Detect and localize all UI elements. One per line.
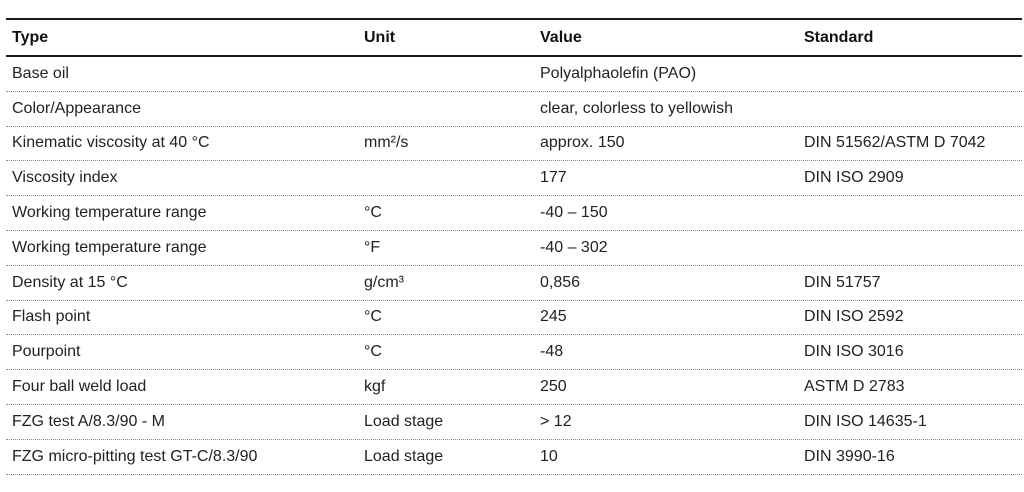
table-body (6, 57, 1022, 475)
header-value: Value (540, 28, 582, 46)
cell-standard: DIN ISO 2909 (804, 169, 904, 187)
header-type: Type (12, 28, 49, 46)
table-header (6, 20, 1022, 57)
table-row (6, 57, 1022, 92)
cell-standard: DIN ISO 14635-1 (804, 412, 927, 430)
cell-type: Pourpoint (12, 343, 81, 361)
cell-type: Working temperature range (12, 238, 207, 256)
cell-value: clear, colorless to yellowish (540, 99, 733, 117)
cell-unit: mm²/s (364, 134, 409, 152)
table-row (6, 370, 1022, 405)
cell-type: Base oil (12, 64, 69, 82)
cell-type: Four ball weld load (12, 378, 147, 396)
cell-standard: DIN ISO 2592 (804, 308, 904, 326)
cell-type: Flash point (12, 308, 91, 326)
table-row (6, 266, 1022, 301)
cell-value: -48 (540, 343, 564, 361)
spec-table (6, 18, 1022, 475)
cell-value: 250 (540, 378, 567, 396)
header-unit: Unit (364, 28, 396, 46)
table-row (6, 335, 1022, 370)
table-row (6, 161, 1022, 196)
cell-value: -40 – 302 (540, 238, 608, 256)
table-row (6, 301, 1022, 336)
cell-type: Kinematic viscosity at 40 °C (12, 134, 210, 152)
cell-unit: Load stage (364, 412, 444, 430)
table-row (6, 92, 1022, 127)
cell-type: Density at 15 °C (12, 273, 128, 291)
cell-standard: DIN 3990-16 (804, 447, 895, 465)
table-row (6, 405, 1022, 440)
cell-value: 0,856 (540, 273, 581, 291)
cell-standard: DIN 51562/ASTM D 7042 (804, 134, 986, 152)
cell-unit: Load stage (364, 447, 444, 465)
table-row (6, 231, 1022, 266)
cell-value: > 12 (540, 412, 572, 430)
cell-type: FZG micro-pitting test GT-C/8.3/90 (12, 447, 258, 465)
cell-unit: g/cm³ (364, 273, 404, 291)
cell-value: 10 (540, 447, 558, 465)
cell-standard: ASTM D 2783 (804, 378, 905, 396)
cell-value: approx. 150 (540, 134, 625, 152)
cell-standard: DIN 51757 (804, 273, 881, 291)
cell-unit: kgf (364, 378, 386, 396)
cell-unit: °C (364, 343, 382, 361)
cell-unit: °C (364, 204, 382, 222)
cell-value: -40 – 150 (540, 204, 608, 222)
table-row (6, 127, 1022, 162)
cell-unit: °C (364, 308, 382, 326)
cell-unit: °F (364, 238, 381, 256)
table-row (6, 440, 1022, 475)
table-row (6, 196, 1022, 231)
cell-type: FZG test A/8.3/90 - M (12, 412, 165, 430)
cell-value: 245 (540, 308, 567, 326)
cell-standard: DIN ISO 3016 (804, 343, 904, 361)
cell-value: Polyalphaolefin (PAO) (540, 64, 697, 82)
cell-value: 177 (540, 169, 567, 187)
cell-type: Working temperature range (12, 204, 207, 222)
cell-type: Color/Appearance (12, 99, 141, 117)
header-standard: Standard (804, 28, 874, 46)
cell-type: Viscosity index (12, 169, 118, 187)
